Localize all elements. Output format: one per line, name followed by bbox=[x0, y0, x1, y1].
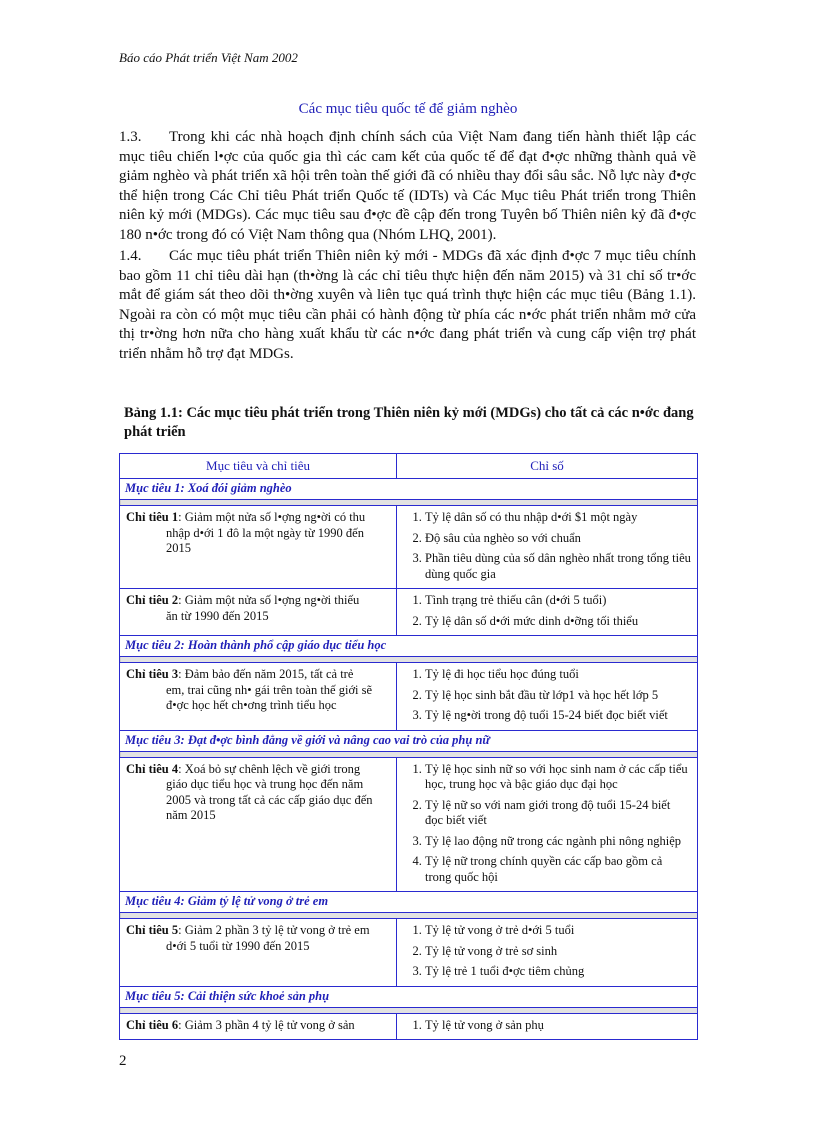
target-label: Chỉ tiêu 1 bbox=[126, 510, 179, 524]
indicator-item: 3. Tỷ lệ ng•ời trong độ tuổi 15-24 biết đọc biết viết bbox=[425, 708, 691, 724]
indicator-list bbox=[397, 589, 697, 635]
table-body bbox=[120, 479, 698, 1040]
target-row bbox=[120, 919, 698, 987]
indicators-cell bbox=[397, 757, 698, 892]
paragraph-text: Trong khi các nhà hoạch định chính sách của Việt Nam đang tiến hành thiết lập các mục tiêu chiến l•ợc của quốc gia thì các cam kết của quốc tế để đạt đ•ợc những thành quả về giảm nghèo và phát triển xã hội trên toàn thế giới đã có nhiều thay đổi sâu sắc. Nỗ lực này đ•ợc thể hiện trong Các Chỉ tiêu Phát triển Quốc tế (IDTs) và Các Mục tiêu Phát triển trong Thiên niên kỷ mới (MDGs). Các mục tiêu sau đ•ợc đề cập đến trong Tuyên bố Thiên niên kỷ đã đ•ợc 180 n•ớc trong đó có Việt Nam thông qua (Nhóm LHQ, 2001). bbox=[119, 129, 696, 243]
target-text: : Xoá bỏ sự chênh lệch về giới trong bbox=[178, 761, 361, 776]
paragraph-1-3 bbox=[119, 128, 696, 245]
indicator-item: 1. Tỷ lệ tử vong ở trẻ d•ới 5 tuổi bbox=[425, 923, 691, 939]
goal-row bbox=[120, 986, 698, 1007]
target-label: Chỉ tiêu 2 bbox=[126, 593, 179, 607]
indicators-cell bbox=[397, 1013, 698, 1040]
target-row bbox=[120, 589, 698, 636]
indicator-item: 3. Phần tiêu dùng của số dân nghèo nhất trong tổng tiêu dùng quốc gia bbox=[425, 551, 691, 582]
goal-row bbox=[120, 636, 698, 657]
mdg-table bbox=[119, 453, 698, 1040]
goal-title: Mục tiêu 2: Hoàn thành phổ cập giáo dục tiểu học bbox=[120, 636, 698, 657]
page-number: 2 bbox=[119, 1053, 127, 1069]
target-cell bbox=[120, 589, 397, 636]
indicator-list bbox=[397, 919, 697, 986]
target-text-continued: ăn từ 1990 đến 2015 bbox=[166, 608, 269, 623]
indicator-item: 1. Tỷ lệ học sinh nữ so với học sinh nam ở các cấp tiểu học, trung học và bậc giáo dục đại học bbox=[425, 762, 691, 793]
target-text-continued: giáo dục tiểu học và trung học đến năm 2005 và trong tất cả các cấp giáo dục đến năm 2015 bbox=[166, 777, 373, 822]
target-text-continued: d•ới 5 tuổi từ 1990 đến 2015 bbox=[166, 938, 310, 953]
indicator-item: 4. Tỷ lệ nữ trong chính quyền các cấp bao gồm cả trong quốc hội bbox=[425, 854, 691, 885]
target-row bbox=[120, 663, 698, 731]
table-header-row bbox=[120, 454, 698, 479]
indicator-item: 2. Tỷ lệ tử vong ở trẻ sơ sinh bbox=[425, 944, 691, 960]
table-caption: Bảng 1.1: Các mục tiêu phát triển trong Thiên niên kỷ mới (MDGs) cho tất cả các n•ớc đang phát triển bbox=[124, 405, 694, 440]
goal-row bbox=[120, 479, 698, 500]
mdg-table-wrapper bbox=[119, 453, 697, 1040]
indicators-cell bbox=[397, 919, 698, 987]
indicator-item: 2. Tỷ lệ nữ so với nam giới trong độ tuổi 15-24 biết đọc biết viết bbox=[425, 798, 691, 829]
indicator-item: 1. Tình trạng trẻ thiếu cân (d•ới 5 tuổi) bbox=[425, 593, 691, 609]
indicator-item: 2. Độ sâu của nghèo so với chuẩn bbox=[425, 531, 691, 547]
column-header-goals: Mục tiêu và chỉ tiêu bbox=[120, 454, 397, 479]
target-text: : Giảm 2 phần 3 tỷ lệ tử vong ở trẻ em bbox=[178, 923, 370, 937]
section-title: Các mục tiêu quốc tế để giảm nghèo bbox=[298, 101, 518, 117]
target-row bbox=[120, 1013, 698, 1040]
target-label: Chỉ tiêu 4 bbox=[126, 761, 179, 776]
indicator-item: 1. Tỷ lệ đi học tiểu học đúng tuổi bbox=[425, 667, 691, 683]
indicator-item: 2. Tỷ lệ học sinh bắt đầu từ lớp1 và học hết lớp 5 bbox=[425, 688, 691, 704]
paragraph-text: Các mục tiêu phát triển Thiên niên kỷ mới - MDGs đã xác định đ•ợc 7 mục tiêu chính bao gồm 11 chỉ tiêu dài hạn (th•ờng là các chỉ tiêu thực hiện đến năm 2015) và 31 chỉ số tr•ớc mắt để giám sát theo dõi th•ờng xuyên và liên tục quá trình thực hiện các mục tiêu (Bảng 1.1). Ngoài ra còn có một mục tiêu cần phải có hành động từ phía các n•ớc phát triển nhằm mở cửa thị tr•ờng hơn nữa cho hàng xuất khẩu từ các n•ớc đang phát triển và cung cấp viện trợ phát triển nhằm hỗ trợ đạt MDGs. bbox=[119, 248, 696, 362]
indicator-item: 1. Tỷ lệ tử vong ở sản phụ bbox=[425, 1018, 691, 1034]
indicator-item: 1. Tỷ lệ dân số có thu nhập d•ới $1 một ngày bbox=[425, 510, 691, 526]
target-cell bbox=[120, 757, 397, 892]
indicator-list bbox=[397, 1014, 697, 1040]
goal-title: Mục tiêu 4: Giảm tỷ lệ tử vong ở trẻ em bbox=[120, 892, 698, 913]
indicator-list bbox=[397, 663, 697, 730]
indicator-list bbox=[397, 506, 697, 588]
paragraph-number: 1.4. bbox=[119, 248, 142, 264]
target-row bbox=[120, 506, 698, 589]
target-cell bbox=[120, 663, 397, 731]
goal-row bbox=[120, 892, 698, 913]
target-row bbox=[120, 757, 698, 892]
target-text: : Đảm bảo đến năm 2015, tất cả trẻ bbox=[178, 667, 354, 681]
paragraph-number: 1.3. bbox=[119, 129, 142, 145]
indicator-item: 3. Tỷ lệ lao động nữ trong các ngành phi nông nghiệp bbox=[425, 834, 691, 850]
target-label: Chỉ tiêu 6 bbox=[126, 1017, 179, 1032]
target-cell bbox=[120, 919, 397, 987]
indicator-list bbox=[397, 758, 697, 892]
goal-row bbox=[120, 730, 698, 751]
target-text-continued: nhập d•ới 1 đô la một ngày từ 1990 đến 2015 bbox=[166, 525, 364, 555]
target-text: : Giảm một nửa số l•ợng ng•ời thiếu bbox=[178, 593, 360, 607]
target-cell bbox=[120, 506, 397, 589]
paragraph-1-4 bbox=[119, 247, 696, 364]
target-label: Chỉ tiêu 3 bbox=[126, 667, 179, 681]
indicators-cell bbox=[397, 506, 698, 589]
target-label: Chỉ tiêu 5 bbox=[126, 923, 179, 937]
target-cell bbox=[120, 1013, 397, 1040]
column-header-indicators: Chỉ số bbox=[397, 454, 698, 479]
target-text: : Giảm 3 phần 4 tỷ lệ tử vong ở sản bbox=[178, 1017, 355, 1032]
target-text: : Giảm một nửa số l•ợng ng•ời có thu bbox=[178, 510, 366, 524]
goal-title: Mục tiêu 1: Xoá đói giảm nghèo bbox=[120, 479, 698, 500]
indicators-cell bbox=[397, 589, 698, 636]
running-header: Báo cáo Phát triển Việt Nam 2002 bbox=[119, 50, 298, 65]
target-text-continued: em, trai cũng nh• gái trên toàn thế giới sẽ đ•ợc học hết ch•ơng trình tiểu học bbox=[166, 682, 373, 712]
indicator-item: 3. Tỷ lệ trẻ 1 tuổi đ•ợc tiêm chủng bbox=[425, 964, 691, 980]
indicator-item: 2. Tỷ lệ dân số d•ới mức dinh d•ỡng tối thiểu bbox=[425, 614, 691, 630]
goal-title: Mục tiêu 5: Cải thiện sức khoẻ sản phụ bbox=[120, 986, 698, 1007]
goal-title: Mục tiêu 3: Đạt đ•ợc bình đẳng về giới và nâng cao vai trò của phụ nữ bbox=[120, 730, 698, 751]
indicators-cell bbox=[397, 663, 698, 731]
